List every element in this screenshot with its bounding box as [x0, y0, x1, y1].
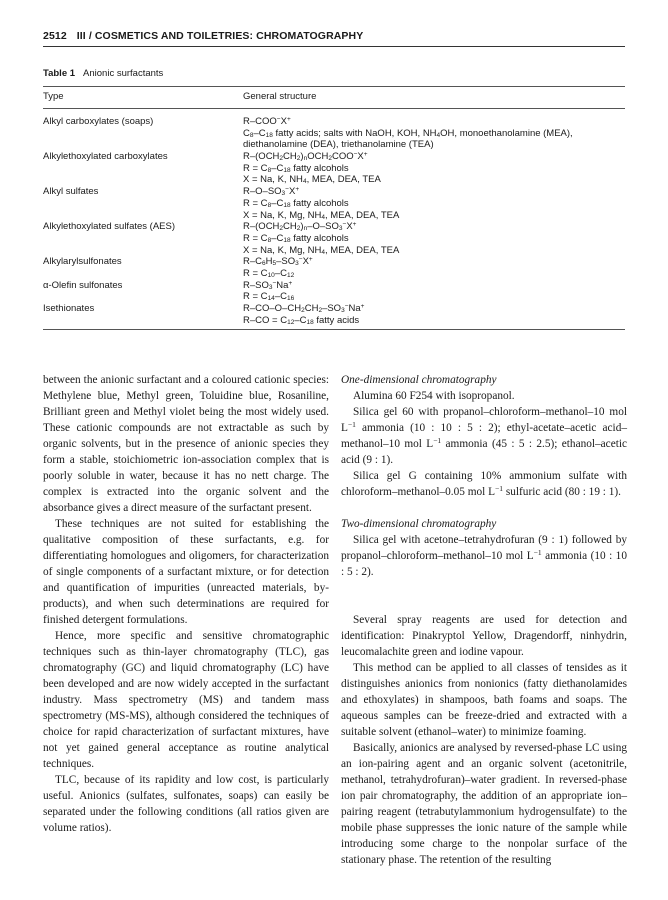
table-label: Table 1	[43, 68, 76, 79]
table-row	[43, 221, 625, 233]
table-cell-structure: $R-(OCH_2CH_2)_n-O-SO_3^-X^+$	[243, 221, 357, 233]
table-row	[43, 151, 625, 163]
table-cell-structure: X = Na, K, Mg, $NH_4$, MEA, DEA, TEA	[243, 244, 400, 256]
text-column-left	[43, 372, 329, 836]
paragraph: Basically, anionics are analysed by reversed-phase LC using an ion-pairing agent and an organic solvent (acetonitrile, methanol, tetrahydrofuran)–water gradient. In reversed-phase ion pair chromatography, the addition of an appropriate ion–pairing reagent (tetrabutylammonium hydrogensulfate) to the mobile phase suppresses the ionic nature of the sample while introducing some charge to the nonpolar surface of the stationary phase. The retention of the resulting	[341, 742, 627, 867]
table-row	[43, 245, 625, 257]
paragraph: This method can be applied to all classes of tensides as it distinguishes anionics from nonionics (fatty diethanolamides and ethoxylates) in shampoos, bath foams and soaps. The aqueous samples can be freeze-dried and extracted with a suitable solvent (ethanol–water) to minimize foaming.	[341, 662, 627, 739]
table-row	[43, 128, 625, 140]
table-cell-structure: $R-SO_3^-Na^+$	[243, 279, 293, 291]
table-row	[43, 256, 625, 268]
text-column-right	[341, 372, 627, 868]
table-cell-structure: $R-(OCH_2CH_2)_nOCH_2COO^-X^+$	[243, 151, 368, 163]
paragraph: Hence, more specific and sensitive chromatographic techniques such as thin-layer chromatography (TLC), gas chromatography (GC) and liquid chromatography (LC) have been developed and are now widely accepted in the surfactant industry. Mass spectrometry (MS) and tandem mass spectrometry (MS-MS), although considered the techniques of choice for rapid characterization of surfactant mixtures, have not yet gained general acceptance as routine analytical techniques.	[43, 630, 329, 771]
table-cell-structure: $R-CO-O-CH_2CH_2-SO_3^-Na^+$	[243, 303, 365, 314]
paragraph: Silica gel 60 with propanol–chloroform–methanol–10 mol $L^{-1}$ ammonia (10 : 10 : 5 : 2); ethyl-acetate–acetic acid–methanol–10 mol $L^{-1}$ ammonia (45 : 5 : 2.5); ethanol–acetic acid (9 : 1).	[341, 406, 627, 467]
paragraph: Several spray reagents are used for detection and identification: Pinakryptol Yellow, Dragendorff, ninhydrin, leucomalachite green and iodine vapour.	[341, 614, 627, 659]
section-heading: Two-dimensional chromatography	[341, 518, 497, 531]
table-header-type: Type	[43, 91, 64, 102]
table-header-rule	[43, 108, 625, 109]
table-cell-type: Alkylethoxylated carboxylates	[43, 151, 168, 163]
table-row	[43, 186, 625, 198]
table-cell-structure: $R-O-SO_3^-X^+$	[243, 186, 300, 198]
section-heading: One-dimensional chromatography	[341, 374, 497, 386]
table-caption-text: Anionic surfactants	[83, 68, 164, 79]
table-caption	[43, 68, 163, 79]
table-row	[43, 268, 625, 280]
table-cell-type: Alkyl carboxylates (soaps)	[43, 116, 154, 127]
paragraph-gap	[341, 580, 627, 596]
table-cell-structure: $R-CO = C_{12}-C_{18}$ fatty acids	[243, 314, 360, 326]
table-cell-structure: $R-C_6H_5-SO_3^-X^+$	[243, 256, 313, 268]
table-row	[43, 210, 625, 222]
table-cell-structure: $R = C_8-C_{18}$ fatty alcohols	[243, 162, 349, 174]
paragraph: Silica gel with acetone–tetrahydrofuran (9 : 1) followed by propanol–chloroform–methanol–10 mol $L^{-1}$ ammonia (10 : 10 : 5 : 2).	[341, 534, 627, 579]
table-cell-type: Isethionates	[43, 303, 95, 314]
paragraph-gap	[341, 500, 627, 516]
paragraph: between the anionic surfactant and a coloured cationic species: Methylene blue, Methyl green, Toluidine blue, Rosaniline, Brilliant green and Methyl violet being the most widely used. These cationic compounds are not extractable as such by organic solvents, but in the presence of anionic species they form a stable, stoichiometric ion-association complex that is poorly soluble in water, because it has no nett charge. The complex is extracted into the organic solvent and the absorbance gives a direct measure of the surfactant present.	[43, 374, 329, 515]
paragraph: These techniques are not suited for establishing the qualitative composition of these surfactants, e.g. for differentiating homologues and oligomers, for characterization of single components of a surfactant mixture, or for detection and quantification of impurities (unreacted materials, by-products), and when such determinations are required for finished detergent formulations.	[43, 518, 329, 627]
table-cell-structure: $R = C_{14}-C_{16}$	[243, 291, 295, 303]
table-cell-type: α-Olefin sulfonates	[43, 279, 123, 291]
paragraph: Alumina 60 F254 with isopropanol.	[353, 390, 515, 403]
table-row	[43, 198, 625, 210]
table-cell-structure: diethanolamine (DEA), triethanolamine (TEA)	[243, 139, 434, 151]
table-row	[43, 315, 625, 327]
table-body	[43, 116, 625, 326]
table-row	[43, 280, 625, 292]
table-cell-structure: $R = C_{10}-C_{12}$	[243, 267, 295, 279]
table-cell-structure: $R = C_8-C_{18}$ fatty alcohols	[243, 197, 349, 209]
table-row	[43, 139, 625, 151]
table-bottom-rule	[43, 329, 625, 330]
page-number: 2512	[43, 30, 67, 42]
table-row	[43, 303, 625, 315]
table-cell-type: Alkyl sulfates	[43, 186, 99, 198]
running-head-title: III / COSMETICS AND TOILETRIES: CHROMATOGRAPHY	[76, 30, 364, 42]
table-cell-structure: X = Na, K, Mg, $NH_4$, MEA, DEA, TEA	[243, 209, 400, 221]
table-cell-type: Alkylethoxylated sulfates (AES)	[43, 221, 176, 233]
table-row	[43, 233, 625, 245]
paragraph: Silica gel G containing 10% ammonium sulfate with chloroform–methanol–0.05 mol $L^{-1}$ sulfuric acid (80 : 19 : 1).	[341, 470, 627, 499]
table-row	[43, 291, 625, 303]
table-cell-structure: X = Na, K, $NH_4$, MEA, DEA, TEA	[243, 174, 381, 186]
table-cell-type: Alkylarylsulfonates	[43, 256, 122, 268]
table-row	[43, 116, 625, 128]
paragraph: TLC, because of its rapidity and low cost, is particularly useful. Anionics (sulfates, sulfonates, soaps) can easily be separated under the following conditions (all ratios given are volume ratios).	[43, 774, 329, 835]
table-row	[43, 174, 625, 186]
paragraph-gap	[341, 596, 627, 612]
table-cell-structure: R–COO−X+	[243, 116, 291, 127]
running-head	[43, 30, 363, 42]
table-cell-structure: $C_8-C_{18}$ fatty acids; salts with NaOH, KOH, $NH_4OH$, monoethanolamine (MEA),	[243, 127, 573, 139]
header-rule	[43, 46, 625, 47]
table-row	[43, 163, 625, 175]
table-cell-structure: $R = C_8-C_{18}$ fatty alcohols	[243, 232, 349, 244]
table-header-structure: General structure	[243, 91, 317, 102]
table-top-rule	[43, 86, 625, 87]
